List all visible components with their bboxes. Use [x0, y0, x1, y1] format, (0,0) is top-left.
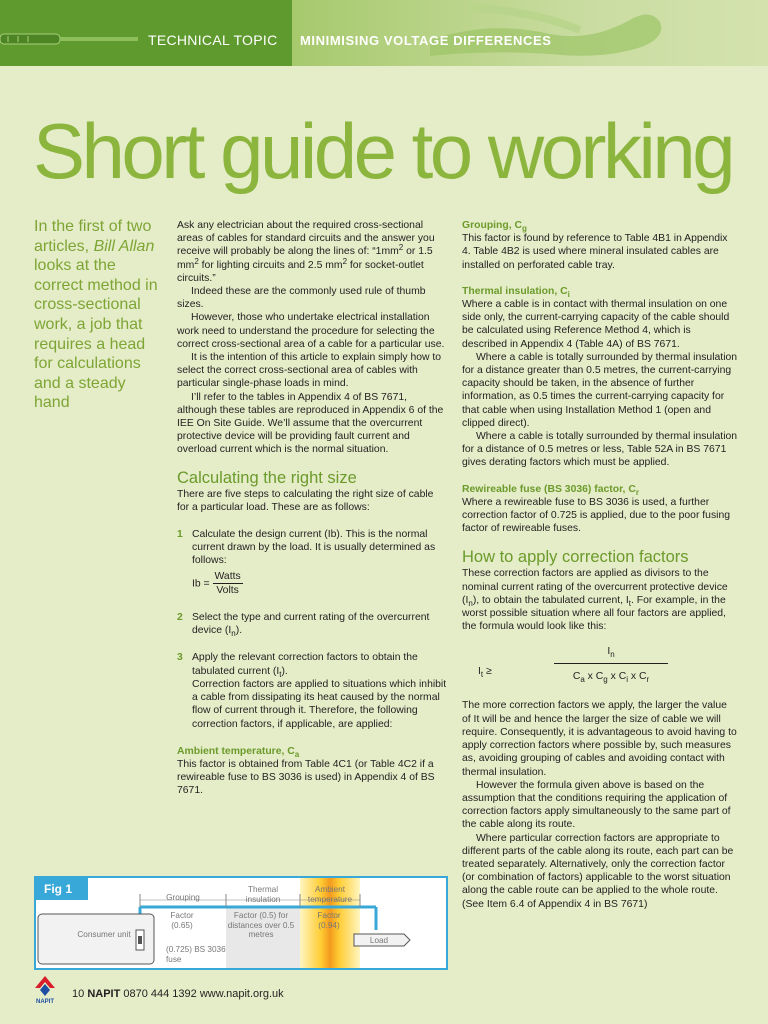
step-3-num: 3: [177, 652, 183, 664]
intro-standfirst: [34, 217, 162, 413]
footer: [72, 988, 284, 1000]
step-3-text: [192, 651, 447, 677]
header-banner: [0, 0, 768, 66]
fig-consumer-unit: Consumer unit: [77, 930, 131, 939]
formula-lhs-sub: t: [480, 670, 484, 680]
den-x1: x C: [584, 670, 604, 682]
page-number: 10: [72, 988, 85, 1000]
ib-formula: [192, 570, 447, 597]
col2-p5: I’ll refer to the tables in Appendix 4 of BS 7671, although these tables are reproduced in Appendix 6 of the IEE On Site Guide. We’ll assume that the overcurrent protective device will be providing fault current and overload current which is the normal situation.: [177, 391, 444, 456]
fig-factor-grouping: Factor (0.65): [170, 911, 194, 930]
col2-p3: However, those who undertake electrical installation work need to understand the procedure for selecting the correct cross-sectional area of a cable for a particular use.: [177, 312, 445, 350]
para-where: Where particular correction factors are appropriate to different parts of the cable along its route, each part can be treated separately. Alternatively, only the correction factor (or combination of factors) applicable to the worst situation along the cable route can be applied to the whole route. (See Item 6.4 of Appendix 4 in BS 7671): [462, 832, 734, 910]
thermal-sub: i: [567, 289, 570, 299]
how-sub-2: t: [628, 598, 632, 608]
formula-num: [554, 645, 668, 663]
grouping-heading: [462, 219, 738, 232]
step-1-num: 1: [177, 529, 183, 541]
how-a: These correction factors are applied as divisors to the nominal current rating of the overcurrent protective device (I: [462, 568, 728, 606]
thermal-heading: [462, 285, 738, 298]
den-x2: x C: [607, 670, 627, 682]
grouping-head-text: Grouping, C: [462, 220, 523, 231]
formula-den: [554, 664, 668, 683]
thermal-para-1: Where a cable is in contact with thermal insulation on one side only, the current-carrying capacity of the cable should be calculated using Reference Method 4, which is described in Appendix 4 (Table 4A) of BS 7671.: [462, 299, 730, 350]
para-however: However the formula given above is based on the assumption that the conditions requiring the application of correction factors apply simultaneously to the same part of the cable along its route.: [462, 779, 731, 831]
step-3: [177, 651, 447, 730]
intro-pre: In the first of two articles,: [34, 218, 152, 255]
ambient-para: This factor is obtained from Table 4C1 (or Table 4C2 if a rewireable fuse to BS 3036 is used) in Appendix 4 of BS 7671.: [177, 758, 435, 797]
svg-text:NAPIT: NAPIT: [36, 999, 54, 1004]
sq-sup-2: 2: [194, 256, 199, 266]
col2-p1a: Ask any electrician about the required cross-sectional areas of cables for standard circuits and the answer you receive will probably be along the lines of: “1mm: [177, 220, 435, 258]
napit-logo-icon: [33, 974, 57, 1004]
col2-sec1-p: There are five steps to calculating the right size of cable for a particular load. These are as follows:: [177, 488, 434, 513]
fig-factor-thermal: Factor (0.5) for distances over 0.5 metres: [227, 911, 295, 939]
how-to-apply-para: [462, 567, 738, 633]
fig-load: Load: [369, 936, 389, 945]
fig-fuse: (0.725) BS 3036 fuse: [166, 945, 226, 964]
how-b: ), to obtain the tabulated current, I: [472, 594, 629, 606]
header-topic: TECHNICAL TOPIC: [148, 32, 278, 48]
step-2: [177, 611, 447, 637]
grouping-para: This factor is found by reference to Table 4B1 in Appendix 4. Table 4B2 is used where mineral insulated cables are installed on perforated cable tray.: [462, 233, 728, 271]
col2-p4: It is the intention of this article to explain simply how to select the correct cross-sectional area of cables with particular single-phase loads in mind.: [177, 352, 442, 390]
thermal-para-2: Where a cable is totally surrounded by thermal insulation for a distance greater than 0.5 metres, the current-carrying capacity should be taken, in the absence of further information, as 0.5 times the current-carrying capacity for that cable when using Installation Method 1 (open and clipped direct).: [462, 351, 738, 429]
how-c: . For example, in the worst possible situation where all four factors are applied, the formula would look like this:: [462, 594, 726, 633]
step-1: [177, 528, 447, 597]
formula-num-sub: n: [610, 650, 615, 660]
den-c1: C: [572, 670, 581, 682]
formula-lhs-i: I: [478, 666, 481, 678]
formula-fraction: [554, 645, 668, 682]
col2-p1b: or 1.5 mm: [177, 246, 433, 271]
thermal-head-text: Thermal insulation, C: [462, 285, 568, 297]
intro-author: Bill Allan: [93, 237, 155, 255]
figure-label: Fig 1: [36, 878, 88, 900]
formula-op: ≥: [483, 666, 492, 678]
rewireable-heading: [462, 483, 738, 496]
step-3a: Apply the relevant correction factors to obtain the tabulated current (I: [192, 652, 418, 677]
column-3: [462, 219, 738, 911]
den-i: i: [626, 674, 628, 684]
sq-sup-1: 2: [398, 243, 404, 253]
sq-sup-3: 2: [342, 256, 348, 266]
grouping-sub: g: [522, 224, 527, 233]
step-2-text: [192, 611, 447, 637]
step-2a: Select the type and current rating of the overcurrent device (I: [192, 612, 430, 637]
den-g: g: [603, 674, 608, 684]
correction-formula: [462, 643, 738, 699]
screwdriver-icon: [0, 26, 140, 52]
header-title: MINIMISING VOLTAGE DIFFERENCES: [300, 33, 552, 48]
den-r: r: [646, 674, 650, 684]
ib-fraction: [213, 570, 243, 597]
column-2: [177, 219, 447, 798]
section-calculating: Calculating the right size: [177, 468, 357, 487]
section-how-to-apply: How to apply correction factors: [462, 548, 689, 567]
col2-p1: [177, 219, 447, 285]
step-1-text: Calculate the design current (Ib). This is the normal current drawn by the load. It is usually determined as follows:: [192, 529, 436, 567]
footer-web: www.napit.org.uk: [199, 988, 284, 1000]
ib-den: Volts: [216, 584, 239, 596]
col2-p2: Indeed these are the commonly used rule of thumb sizes.: [177, 286, 426, 311]
para-more: The more correction factors we apply, the larger the value of It will be and hence the larger the size of cable we will require. Consequently, it is advantageous to avoid having to apply correction factors where possible by, such measures as, avoiding grouping of cables and avoiding contact with thermal insulation.: [462, 700, 737, 778]
intro-post: looks at the correct method in cross-sectional work, a job that requires a head for calculations and a steady hand: [34, 257, 158, 412]
footer-brand: NAPIT: [87, 988, 121, 1000]
fig-thermal: Thermal insulation: [245, 885, 281, 904]
col2-p1d: for socket-outlet circuits.”: [177, 259, 424, 284]
rewireable-para: Where a rewireable fuse to BS 3036 is used, a further correction factor of 0.725 is applied, due to the poor fusing factor of rewireable fuses.: [462, 496, 731, 535]
ambient-head-text: Ambient temperature, C: [177, 745, 295, 757]
footer-phone: 0870 444 1392: [123, 988, 197, 1000]
step-2b: ).: [235, 625, 243, 637]
den-a: a: [580, 674, 585, 684]
step-2-num: 2: [177, 612, 183, 624]
headline: Short guide to working: [33, 107, 733, 195]
fig-grouping: Grouping: [166, 893, 200, 902]
ambient-heading: [177, 745, 447, 758]
den-x3: x C: [628, 670, 647, 682]
fig-factor-ambient: Factor (0.94): [317, 911, 341, 930]
thermal-para-3: Where a cable is totally surrounded by thermal insulation for a distance of 0.5 metres or less, Table 52A in BS 7671 gives derating factors which must be applied.: [462, 431, 738, 469]
ib-label: Ib =: [192, 578, 210, 590]
fig-ambient: Ambient temperature: [307, 885, 353, 904]
step-3-sub: t: [279, 669, 282, 679]
how-sub-1: n: [468, 598, 473, 608]
formula-num-i: I: [607, 646, 611, 658]
col2-p1c: for lighting circuits and 2.5 mm: [198, 259, 343, 271]
ib-num: Watts: [213, 570, 243, 584]
rewireable-sub: r: [635, 487, 639, 497]
formula-lhs: [478, 665, 492, 678]
step-3-para: Correction factors are applied to situations which inhibit a cable from dissipating its heat caused by the normal flow of current through it. Therefore, the following correction factors, if applicable, are applied:: [192, 678, 447, 730]
figure-1: [34, 876, 448, 970]
step-2-sub: n: [231, 629, 236, 639]
step-3b: ).: [281, 665, 288, 677]
rewireable-head-text: Rewireable fuse (BS 3036) factor, C: [462, 483, 636, 495]
ambient-sub: a: [294, 749, 300, 759]
